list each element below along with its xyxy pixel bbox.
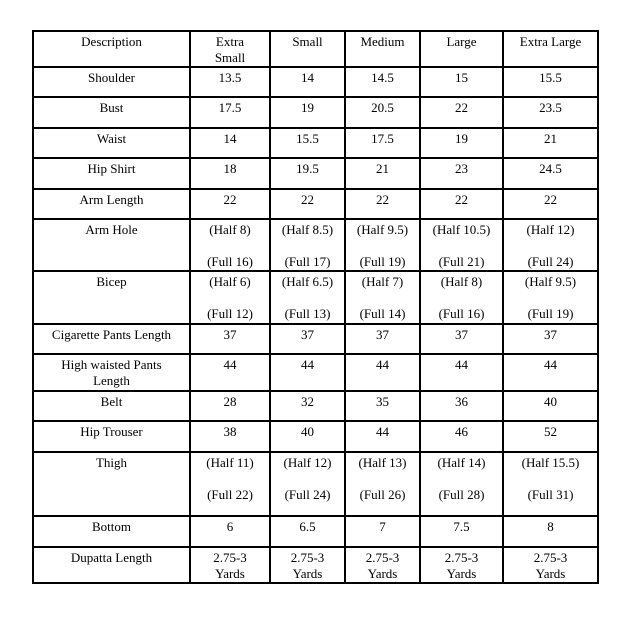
cell-value: 40	[301, 424, 314, 439]
cell-value: 2.75-3 Yards	[290, 550, 325, 581]
cell-value: (Half 7)	[361, 274, 404, 289]
cell-value: (Full 16)	[207, 254, 253, 269]
table-cell	[346, 355, 421, 392]
header-cell: Large	[421, 32, 504, 68]
header-cell: Extra Large	[504, 32, 599, 68]
cell-value: (Half 8.5)	[281, 222, 334, 237]
cell-value: 17.5	[218, 100, 242, 115]
cell-value: 44	[376, 424, 389, 439]
cell-value: (Full 22)	[207, 487, 253, 502]
table-row	[34, 422, 599, 453]
cell-value: (Full 24)	[527, 254, 574, 269]
cell-value: 28	[223, 394, 237, 409]
table-cell	[421, 159, 504, 190]
header-cell	[191, 32, 271, 68]
table-cell	[421, 325, 504, 355]
cell-value: (Half 9.5)	[356, 222, 409, 237]
table-cell	[191, 422, 271, 453]
cell-value: 19.5	[296, 161, 319, 176]
table-row	[34, 392, 599, 422]
table-cell	[191, 355, 271, 392]
table-cell	[346, 422, 421, 453]
table-cell	[271, 129, 346, 159]
cell-value: (Half 6.5)	[281, 274, 334, 289]
table-cell	[271, 392, 346, 422]
table-cell	[346, 453, 421, 517]
table-cell	[271, 190, 346, 220]
table-cell	[421, 517, 504, 548]
cell-value: (Full 19)	[359, 254, 406, 269]
table-cell	[191, 159, 271, 190]
table-cell	[421, 98, 504, 129]
table-body	[34, 68, 599, 584]
table-cell	[421, 220, 504, 272]
table-cell	[346, 159, 421, 190]
cell-value: 13.5	[218, 70, 242, 85]
row-label: Bottom	[34, 517, 191, 548]
cell-gap	[423, 290, 500, 306]
cell-value: 40	[544, 394, 557, 409]
table-cell	[346, 98, 421, 129]
row-label: Shoulder	[34, 68, 191, 98]
cell-value: 2.75-3 Yards	[365, 550, 400, 581]
cell-value: 2.75-3 Yards	[213, 550, 247, 581]
table-cell	[421, 422, 504, 453]
table-cell	[504, 517, 599, 548]
table-cell	[191, 68, 271, 98]
row-label: Belt	[34, 392, 191, 422]
cell-value: 37	[223, 327, 237, 342]
cell-gap	[273, 290, 342, 306]
cell-gap	[348, 238, 417, 254]
cell-gap	[273, 471, 342, 487]
table-cell	[191, 220, 271, 272]
cell-value: 23.5	[539, 100, 562, 115]
cell-value: 32	[301, 394, 314, 409]
header-cell: Description	[34, 32, 191, 68]
cell-value: 22	[455, 192, 468, 207]
table-cell	[504, 68, 599, 98]
table-cell	[271, 355, 346, 392]
cell-value: (Full 31)	[527, 487, 574, 502]
table-cell	[191, 392, 271, 422]
cell-gap	[506, 290, 595, 306]
header-cell: Small	[271, 32, 346, 68]
cell-value: 20.5	[371, 100, 394, 115]
cell-value: 14	[301, 70, 314, 85]
table-cell	[504, 392, 599, 422]
cell-value: 21	[376, 161, 389, 176]
cell-value: (Full 24)	[284, 487, 331, 502]
table-cell	[191, 325, 271, 355]
cell-value: 36	[455, 394, 468, 409]
table-cell	[504, 422, 599, 453]
table-cell	[346, 548, 421, 584]
cell-value: 37	[455, 327, 468, 342]
table-row	[34, 220, 599, 272]
cell-value: 15.5	[539, 70, 562, 85]
table-cell	[421, 129, 504, 159]
cell-value: 7.5	[453, 519, 470, 534]
row-label: High waisted Pants Length	[34, 355, 191, 392]
cell-gap	[273, 238, 342, 254]
table-cell	[504, 272, 599, 325]
cell-value: (Full 13)	[284, 306, 331, 321]
table-row	[34, 453, 599, 517]
cell-value: 44	[376, 357, 389, 372]
table-cell	[271, 68, 346, 98]
table-cell	[504, 220, 599, 272]
cell-value: 18	[223, 161, 237, 176]
cell-value: 22	[455, 100, 468, 115]
cell-value: 37	[544, 327, 557, 342]
table-cell	[421, 453, 504, 517]
cell-value: 2.75-3 Yards	[444, 550, 479, 581]
cell-value: 44	[455, 357, 468, 372]
table-cell	[346, 517, 421, 548]
cell-value: (Half 8)	[440, 274, 483, 289]
cell-value: 22	[544, 192, 557, 207]
row-label: Hip Shirt	[34, 159, 191, 190]
table-cell	[504, 98, 599, 129]
cell-value: 19	[455, 131, 468, 146]
table-cell	[504, 548, 599, 584]
table-cell	[504, 159, 599, 190]
table-cell	[191, 548, 271, 584]
table-cell	[191, 272, 271, 325]
table-row	[34, 190, 599, 220]
cell-value: (Half 14)	[437, 455, 486, 470]
table-row	[34, 159, 599, 190]
cell-value: (Full 14)	[359, 306, 406, 321]
table-row	[34, 68, 599, 98]
table-cell	[191, 517, 271, 548]
cell-value: 8	[547, 519, 554, 534]
row-label: Thigh	[34, 453, 191, 517]
row-label: Cigarette Pants Length	[34, 325, 191, 355]
cell-value: 15	[455, 70, 468, 85]
table-row	[34, 98, 599, 129]
cell-gap	[348, 290, 417, 306]
cell-value: 37	[301, 327, 314, 342]
table-row	[34, 517, 599, 548]
table-cell	[346, 272, 421, 325]
cell-value: (Full 12)	[207, 306, 253, 321]
cell-value: 22	[301, 192, 314, 207]
cell-value: 46	[455, 424, 468, 439]
table-cell	[421, 68, 504, 98]
cell-gap	[193, 290, 267, 306]
cell-value: 14.5	[371, 70, 394, 85]
header-label: Extra Small	[214, 34, 246, 65]
table-cell	[346, 190, 421, 220]
cell-value: (Full 19)	[527, 306, 574, 321]
row-label: Waist	[34, 129, 191, 159]
table-cell	[271, 220, 346, 272]
cell-value: (Full 26)	[359, 487, 406, 502]
table-cell	[346, 129, 421, 159]
table-cell	[504, 355, 599, 392]
table-cell	[271, 548, 346, 584]
cell-value: 15.5	[296, 131, 319, 146]
table-row	[34, 325, 599, 355]
cell-value: 6	[226, 519, 234, 534]
cell-value: (Half 12)	[526, 222, 575, 237]
cell-value: (Half 13)	[358, 455, 407, 470]
table-row	[34, 355, 599, 392]
table-cell	[504, 129, 599, 159]
cell-value: 37	[376, 327, 389, 342]
table-row	[34, 272, 599, 325]
table-cell	[271, 325, 346, 355]
table-cell	[271, 98, 346, 129]
table-cell	[504, 325, 599, 355]
row-label: Bicep	[34, 272, 191, 325]
table-cell	[421, 392, 504, 422]
table-row	[34, 129, 599, 159]
cell-value: (Full 28)	[438, 487, 485, 502]
table-cell	[504, 453, 599, 517]
table-cell	[191, 453, 271, 517]
cell-value: 44	[301, 357, 314, 372]
row-label: Arm Length	[34, 190, 191, 220]
cell-value: 24.5	[539, 161, 562, 176]
cell-value: 22	[376, 192, 389, 207]
table-cell	[191, 129, 271, 159]
cell-value: 6.5	[299, 519, 316, 534]
cell-value: (Half 11)	[206, 455, 254, 470]
table-cell	[421, 272, 504, 325]
cell-value: 44	[544, 357, 557, 372]
cell-gap	[423, 238, 500, 254]
cell-gap	[348, 471, 417, 487]
cell-value: 21	[544, 131, 557, 146]
cell-value: 2.75-3 Yards	[533, 550, 568, 581]
table-cell	[504, 190, 599, 220]
header-row	[34, 32, 599, 68]
table-row	[34, 548, 599, 584]
cell-gap	[506, 238, 595, 254]
cell-value: 7	[379, 519, 386, 534]
row-label: Hip Trouser	[34, 422, 191, 453]
cell-gap	[423, 471, 500, 487]
table-cell	[271, 159, 346, 190]
cell-gap	[193, 471, 267, 487]
cell-value: (Full 16)	[438, 306, 485, 321]
table-cell	[421, 355, 504, 392]
cell-value: 44	[223, 357, 237, 372]
row-label: Arm Hole	[34, 220, 191, 272]
cell-value: 22	[223, 192, 237, 207]
cell-value: (Half 15.5)	[521, 455, 580, 470]
cell-value: 38	[223, 424, 237, 439]
cell-value: 19	[301, 100, 314, 115]
table-cell	[191, 98, 271, 129]
table-cell	[271, 422, 346, 453]
cell-value: 17.5	[371, 131, 394, 146]
size-chart-table	[32, 30, 599, 584]
table-cell	[346, 220, 421, 272]
row-label: Bust	[34, 98, 191, 129]
table-cell	[346, 392, 421, 422]
table-cell	[271, 272, 346, 325]
table-cell	[346, 68, 421, 98]
cell-gap	[506, 471, 595, 487]
cell-value: (Half 10.5)	[432, 222, 491, 237]
cell-value: (Half 12)	[283, 455, 332, 470]
cell-value: 35	[376, 394, 389, 409]
header-cell: Medium	[346, 32, 421, 68]
cell-value: (Half 9.5)	[524, 274, 577, 289]
table-cell	[271, 517, 346, 548]
table-cell	[421, 190, 504, 220]
row-label: Dupatta Length	[34, 548, 191, 584]
table-cell	[271, 453, 346, 517]
cell-gap	[193, 238, 267, 254]
cell-value: 52	[544, 424, 557, 439]
table-cell	[191, 190, 271, 220]
cell-value: (Full 17)	[284, 254, 331, 269]
cell-value: 23	[455, 161, 468, 176]
cell-value: (Full 21)	[438, 254, 485, 269]
cell-value: 14	[223, 131, 237, 146]
table-cell	[421, 548, 504, 584]
table-cell	[346, 325, 421, 355]
cell-value: (Half 8)	[209, 222, 251, 237]
cell-value: (Half 6)	[209, 274, 251, 289]
